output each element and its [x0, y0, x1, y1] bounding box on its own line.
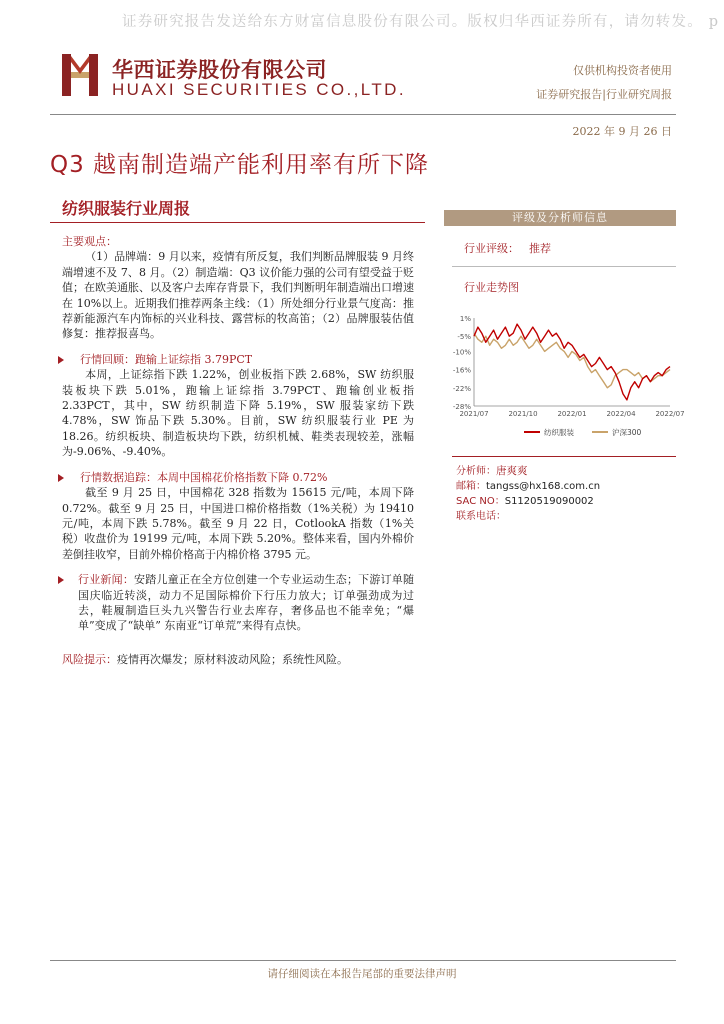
y-tick-label: -16%	[452, 366, 471, 375]
legend-label: 沪深300	[612, 428, 642, 437]
sidebar	[444, 210, 676, 295]
x-tick-label: 2022/07	[655, 410, 685, 418]
industry-rating	[464, 240, 676, 256]
series-line-textile-apparel	[474, 324, 670, 400]
x-tick-label: 2022/04	[606, 410, 636, 418]
trend-chart-label: 行业走势图	[464, 281, 519, 294]
analyst-name: 唐爽爽	[496, 465, 528, 477]
company-name-cn: 华西证券股份有限公司	[112, 58, 327, 82]
market-review-body: 本周，上证综指下跌 1.22%，创业板指下跌 2.68%，SW 纺织服装板块下跌 5.01%，跑输上证综指 3.79PCT、跑输创业板指 2.33PCT，其中，SW 纺织制造下降 5.19%，SW 服装家纺下跌 4.78%，SW 饰品下跌 5.30%。目前，SW 纺织服装行业 PE 为 18.26。纺织板块、制造板块均下跌，纺织机械、鞋类表现较差，涨幅为-9.06%、-9.40%。	[62, 368, 414, 459]
analyst-email[interactable]: tangss@hx168.com.cn	[486, 481, 601, 492]
series-line-csi300	[474, 333, 670, 388]
y-tick-label: -5%	[457, 333, 471, 342]
subtitle-divider	[50, 222, 425, 223]
data-tracking-heading: 行情数据追踪：本周中国棉花价格指数下降 0.72%	[58, 470, 414, 485]
report-title: Q3 越南制造端产能利用率有所下降	[50, 152, 430, 178]
sidebar-divider	[452, 266, 676, 267]
header-divider	[50, 114, 676, 115]
y-tick-label: 1%	[459, 315, 471, 323]
company-name-en: HUAXI SECURITIES CO.,LTD.	[112, 80, 406, 99]
market-review-heading: 行情回顾：跑输上证综指 3.79PCT	[58, 352, 414, 367]
email-row: 邮箱：tangss@hx168.com.cn	[456, 481, 601, 492]
main-points-heading: 主要观点：	[62, 235, 117, 248]
industry-news-body: 安踏儿童正在全方位创建一个专业运动生态；下游订单随国庆临近转淡，动力不足国际棉价下行压力放大；订单强劲成为过去，鞋履制造巨头九兴警告行业去库存，奢侈品也不能幸免；“爆单”变成了“缺单” 东南亚“订单荒”来得有点快。	[78, 573, 415, 633]
industry-news	[58, 572, 414, 634]
legend-label: 纺织服装	[544, 428, 574, 437]
analyst-divider	[452, 456, 676, 457]
main-content	[62, 234, 414, 667]
sac-row: SAC NO：S1120519090002	[456, 496, 594, 507]
risk-label: 风险提示：	[62, 652, 117, 666]
industry-trend-chart	[444, 310, 685, 452]
bullet-triangle-icon	[58, 576, 64, 584]
x-tick-label: 2021/07	[459, 410, 489, 418]
sidebar-box-title: 评级及分析师信息	[444, 210, 676, 226]
bullet-triangle-icon	[58, 474, 64, 482]
rating-value: 推荐	[529, 242, 551, 255]
data-tracking-body: 截至 9 月 25 日，中国棉花 328 指数为 15615 元/吨，本周下降 0.72%。截至 9 月 25 日，中国进口棉价格指数（1%关税）为 19410 元/吨，本周下跌 5.78%。截至 9 月 22 日，CotlookA 指数（1%关税）收盘价为 19199 元/吨，本周下跌 5.20%。整体来看，国内外棉价差倒挂收窄，目前外棉价格高于内棉价格 3795 元。	[62, 486, 414, 561]
risk-body: 疫情再次爆发；原材料波动风险；系统性风险。	[117, 652, 348, 666]
huaxi-logo-icon	[60, 52, 100, 98]
x-tick-label: 2022/01	[557, 410, 587, 418]
watermark: 证券研究报告发送给东方财富信息股份有限公司。版权归华西证券所有，请勿转发。 p	[122, 14, 720, 30]
rating-label: 行业评级：	[464, 242, 519, 255]
bullet-triangle-icon	[58, 356, 64, 364]
main-points-body: （1）品牌端：9 月以来，疫情有所反复，我们判断品牌服装 9 月终端增速不及 7、8 月。（2）制造端：Q3 议价能力强的公司有望受益于贬值；在欧美通胀、以及客户去库存背景下，我们判断明年制造端出口增速在 10%以上。近期我们推荐两条主线：（1）所处细分行业景气度高：推荐新能源汽车内饰标的兴业科技、露营标的牧高笛；（2）品牌服装估值修复：推荐报喜鸟。	[62, 250, 414, 341]
industry-news-label: 行业新闻：	[78, 573, 135, 587]
audience-note: 仅供机构投资者使用	[573, 64, 672, 77]
analyst-info	[456, 464, 600, 524]
report-date: 2022 年 9 月 26 日	[572, 125, 672, 138]
report-type: 证券研究报告|行业研究周报	[536, 88, 672, 101]
footer-divider	[50, 960, 676, 961]
phone-row: 联系电话：	[456, 511, 506, 522]
y-tick-label: -22%	[452, 384, 471, 393]
report-subtitle: 纺织服装行业周报	[62, 199, 191, 218]
sac-number: S1120519090002	[504, 496, 594, 507]
y-tick-label: -28%	[452, 403, 471, 411]
x-tick-label: 2021/10	[508, 410, 538, 418]
y-tick-label: -10%	[452, 348, 471, 357]
risk-note	[62, 652, 414, 667]
analyst-row: 分析师：唐爽爽	[456, 465, 528, 477]
legal-notice: 请仔细阅读在本报告尾部的重要法律声明	[267, 968, 457, 980]
